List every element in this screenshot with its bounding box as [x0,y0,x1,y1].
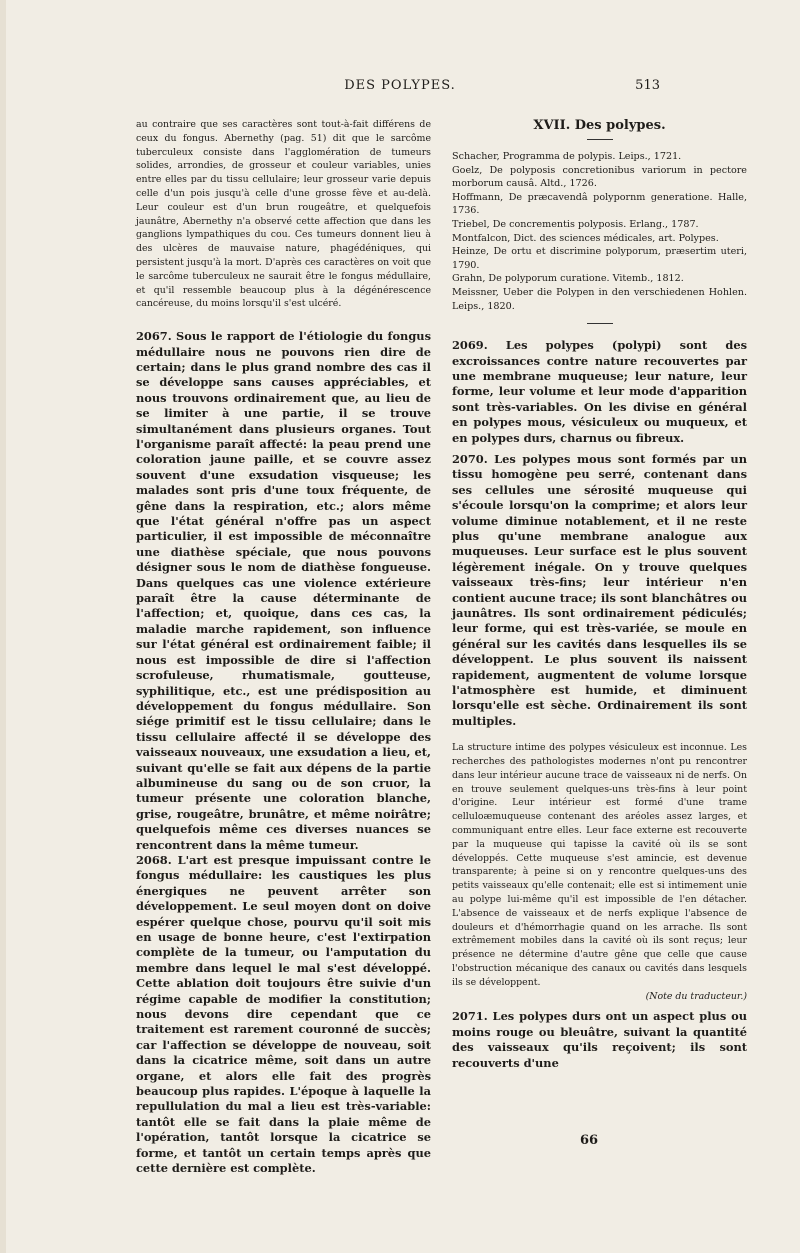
translator-note: La structure intime des polypes vésiculeux est inconnue. Les recherches des pathologistes modernes n'ont pu rencontrer dans leur intérieur aucune trace de vaisseaux ni de nerfs. On en trouve seulement quelques-uns très-fins à leur point d'origine. Leur intérieur est formé d'une trame celluloæmuqueuse contenant des aréoles assez larges, et communiquant entre elles. Leur face externe est recouverte par la muqueuse qui tapisse la cavité où ils se sont développés. Cette muqueuse s'est amincie, est devenue transparente; à peine si on y rencontre quelques-uns des petits vaisseaux qu'elle contenait; elle est si intimement unie au polype lui-même qu'il est impossible de l'en détacher. L'absence de vaisseaux et de nerfs explique l'absence de douleurs et d'hémorrhagie quand on les arrache. Ils sont extrêmement mobiles dans la cavité où ils sont reçus; leur présence ne détermine d'autre gêne que celle que cause l'obstruction mécanique des canaux ou cavités dans lesquels ils se développent. [452,742,747,988]
left-column [136,118,431,1177]
section-title: XVII. Des polypes. [533,118,666,133]
bib-entry: Schacher, Programma de polypis. Leips., 1721. [452,151,682,162]
right-column [452,118,747,1071]
bib-entry: Meissner, Ueber die Polypen in den verschiedenen Hohlen. Leips., 1820. [452,286,747,312]
paragraph-2069: 2069. Les polypes (polypi) sont des excroissances contre nature recouvertes par une membrane muqueuse; leur nature, leur forme, leur volume et leur mode d'apparition sont très-variables. On les divise en général en polypes mous, vésiculeux ou muqueux, et en polypes durs, charnus ou fibreux. [452,338,747,445]
bib-entry: Heinze, De ortu et discrimine polyporum, præsertim uteri, 1790. [452,246,747,271]
bib-entry: Hoffmann, De præcavendâ polypornm generatione. Halle, 1736. [452,191,747,217]
bib-entry: Goelz, De polyposis concretionibus variorum in pectore morborum causâ. Altd., 1726. [452,164,747,190]
bib-entry: Triebel, De concrementis polyposis. Erlang., 1787. [452,218,699,230]
paragraph-2071: 2071. Les polypes durs ont un aspect plus ou moins rouge ou bleuâtre, suivant la quantité des vaisseaux qu'ils reçoivent; ils sont recouverts d'une [452,1009,747,1070]
paragraph-2067: 2067. Sous le rapport de l'étiologie du fongus médullaire nous ne pouvons rien dire de certain; dans le plus grand nombre des cas il se développe sans causes appréciables, et nous trouvons ordinairement que, au lieu de se limiter à une partie, il se trouve simultanément dans plusieurs organes. Tout l'organisme paraît affecté: la peau prend une coloration jaune paille, et se couvre assez souvent d'une exsudation visqueuse; les malades sont pris d'une toux fréquente, de gêne dans la respiration, etc.; alors même que l'état général n'offre pas un aspect particulier, il est impossible de méconnaître une diathèse spéciale, que nous pouvons désigner sous le nom de diathèse fongueuse. Dans quelques cas une violence extérieure paraît être la cause déterminante de l'affection; et, quoique, dans ces cas, la maladie marche rapidement, son influence sur l'état général est ordinairement faible; il nous est impossible de dire si l'affection scrofuleuse, rhumatismale, goutteuse, syphilitique, etc., est une prédisposition au développement du fongus médullaire. Son siége primitif est le tissu cellulaire; dans le tissu cellulaire affecté il se développe des vaisseaux nouveaux, une exsudation a lieu, et, suivant qu'elle se fait aux dépens de la partie albumineuse du sang ou de son cruor, la tumeur présente une coloration blanche, grise, rougeâtre, brunâtre, et même noirâtre; quelquefois même ces diverses nuances se rencontrent dans la même tumeur. [136,329,431,852]
bib-entry: Montfalcon, Dict. des sciences médicales, art. Polypes. [452,232,719,244]
paragraph-2070: 2070. Les polypes mous sont formés par un tissu homogène peu serré, contenant dans ses cellules une sérosité muqueuse qui s'écoule lorsqu'on la comprime; et alors leur volume diminue notablement, et il ne reste plus qu'une membrane analogue aux muqueuses. Leur surface est le plus souvent légèrement inégale. On y trouve quelques vaisseaux très-fins; leur intérieur n'en contient aucune trace; ils sont blanchâtres ou jaunâtres. Ils sont ordinairement pédiculés; leur forme, qui est très-variée, se moule en général sur les cavités dans lesquelles ils se développent. Le plus souvent ils naissent rapidement, augmentent de volume lorsque l'atmosphère est humide, et diminuent lorsqu'elle est sèche. Ordinairement ils sont multiples. [452,451,747,728]
bib-entry: Grahn, De polyporum curatione. Vitemb., 1812. [452,273,684,285]
running-head [0,78,800,102]
signature-mark: 66 [580,1133,599,1148]
translator-note-attribution: (Note du traducteur.) [645,990,747,1002]
bibliography-rule [587,323,613,324]
paragraph-2068: 2068. L'art est presque impuissant contre le fongus médullaire: les caustiques les plus énergiques ne peuvent arrêter son développement. Le seul moyen dont on doive espérer quelque chose, pourvu qu'il soit mis en usage de bonne heure, c'est l'extirpation complète de la tumeur, ou l'amputation du membre dans lequel le mal s'est développé. Cette ablation doit toujours être suivie d'un régime capable de modifier la constitution; nous devons dire cependant que ce traitement est rarement couronné de succès; car l'affection se développe de nouveau, soit dans la cicatrice même, soit dans un autre organe, et alors elle fait des progrès beaucoup plus rapides. L'époque à laquelle la repullulation du mal a lieu est très-variable: tantôt elle se fait dans la plaie même de l'opération, tantôt lorsque la cicatrice se forme, et tantôt un certain temps après que cette dernière est complète. [136,852,431,1176]
title-rule [587,139,613,140]
bibliography [452,150,747,313]
page-number: 513 [635,78,660,93]
running-title: DES POLYPES. [344,78,456,93]
page-spine-shadow [0,0,6,1253]
intro-paragraph: au contraire que ses caractères sont tout-à-fait différens de ceux du fongus. Abernethy (pag. 51) dit que le sarcôme tuberculeux consiste dans l'agglomération de tumeurs solides, arrondies, de grosseur et couleur variables, unies entre elles par du tissu cellulaire; leur grosseur varie depuis celle d'un pois jusqu'à celle d'une grosse fève et au-delà. Leur couleur est d'un brun rougeâtre, et quelquefois jaunâtre, Abernethy n'a observé cette affection que dans les ganglions lympathiques du cou. Ces tumeurs donnent lieu à des ulcères de mauvaise nature, phagédéniques, qui persistent jusqu'à la mort. D'après ces caractères on voit que le sarcôme tuberculeux ne saurait être le fongus médullaire, et qu'il ressemble beaucoup plus à la dégénérescence cancéreuse, du moins lorsqu'il s'est ulcéré. [136,119,431,310]
